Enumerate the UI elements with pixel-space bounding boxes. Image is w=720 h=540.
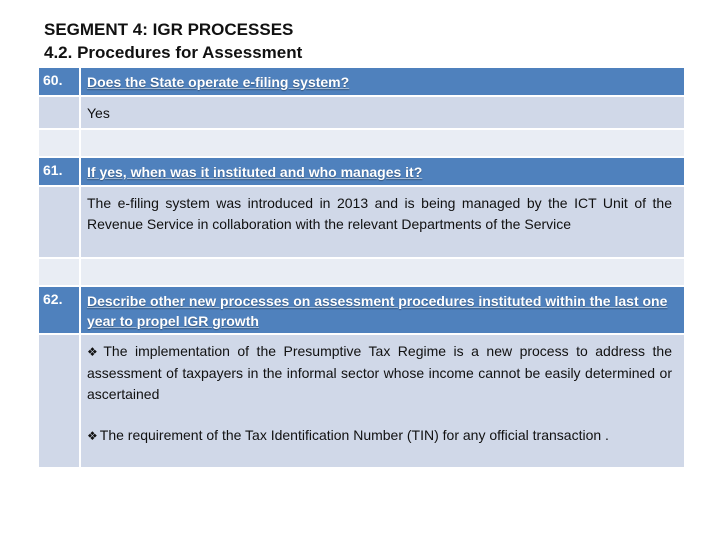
section-title: 4.2. Procedures for Assessment [44,43,303,62]
question-text: If yes, when was it instituted and who manages it? [80,157,685,186]
answer-row-62 [38,334,685,468]
questions-table [37,66,686,469]
spacer-cell [38,258,80,286]
answer-number-cell [38,334,80,468]
answer-bullets [80,334,685,468]
question-text: Does the State operate e-filing system? [80,67,685,96]
spacer-cell [80,129,685,157]
answer-number-cell [38,186,80,258]
question-row-60 [38,67,685,96]
spacer-cell [80,258,685,286]
answer-row-60 [38,96,685,129]
question-text: Describe other new processes on assessment procedures instituted within the last one year to propel IGR growth [80,286,685,334]
bullet-item [87,341,672,405]
question-number: 62. [38,286,80,334]
segment-title: SEGMENT 4: IGR PROCESSES [44,20,294,39]
bullet-text: The requirement of the Tax Identification Number (TIN) for any official transaction . [99,427,609,443]
spacer-row [38,258,685,286]
answer-text: Yes [80,96,685,129]
answer-text: The e-filing system was introduced in 2013 and is being managed by the ICT Unit of the Revenue Service in collaboration with the relevant Departments of the Service [80,186,685,258]
question-row-62 [38,286,685,334]
question-number: 61. [38,157,80,186]
diamond-bullet-icon: ❖ [87,429,98,443]
bullet-text: The implementation of the Presumptive Tax Regime is a new process to address the assessment of taxpayers in the informal sector whose income cannot be easily determined or ascertained [87,343,672,402]
bullet-item [87,425,672,447]
answer-row-61 [38,186,685,258]
slide-heading [44,18,302,64]
spacer-cell [38,129,80,157]
spacer-row [38,129,685,157]
question-row-61 [38,157,685,186]
question-number: 60. [38,67,80,96]
answer-number-cell [38,96,80,129]
diamond-bullet-icon: ❖ [87,345,102,359]
